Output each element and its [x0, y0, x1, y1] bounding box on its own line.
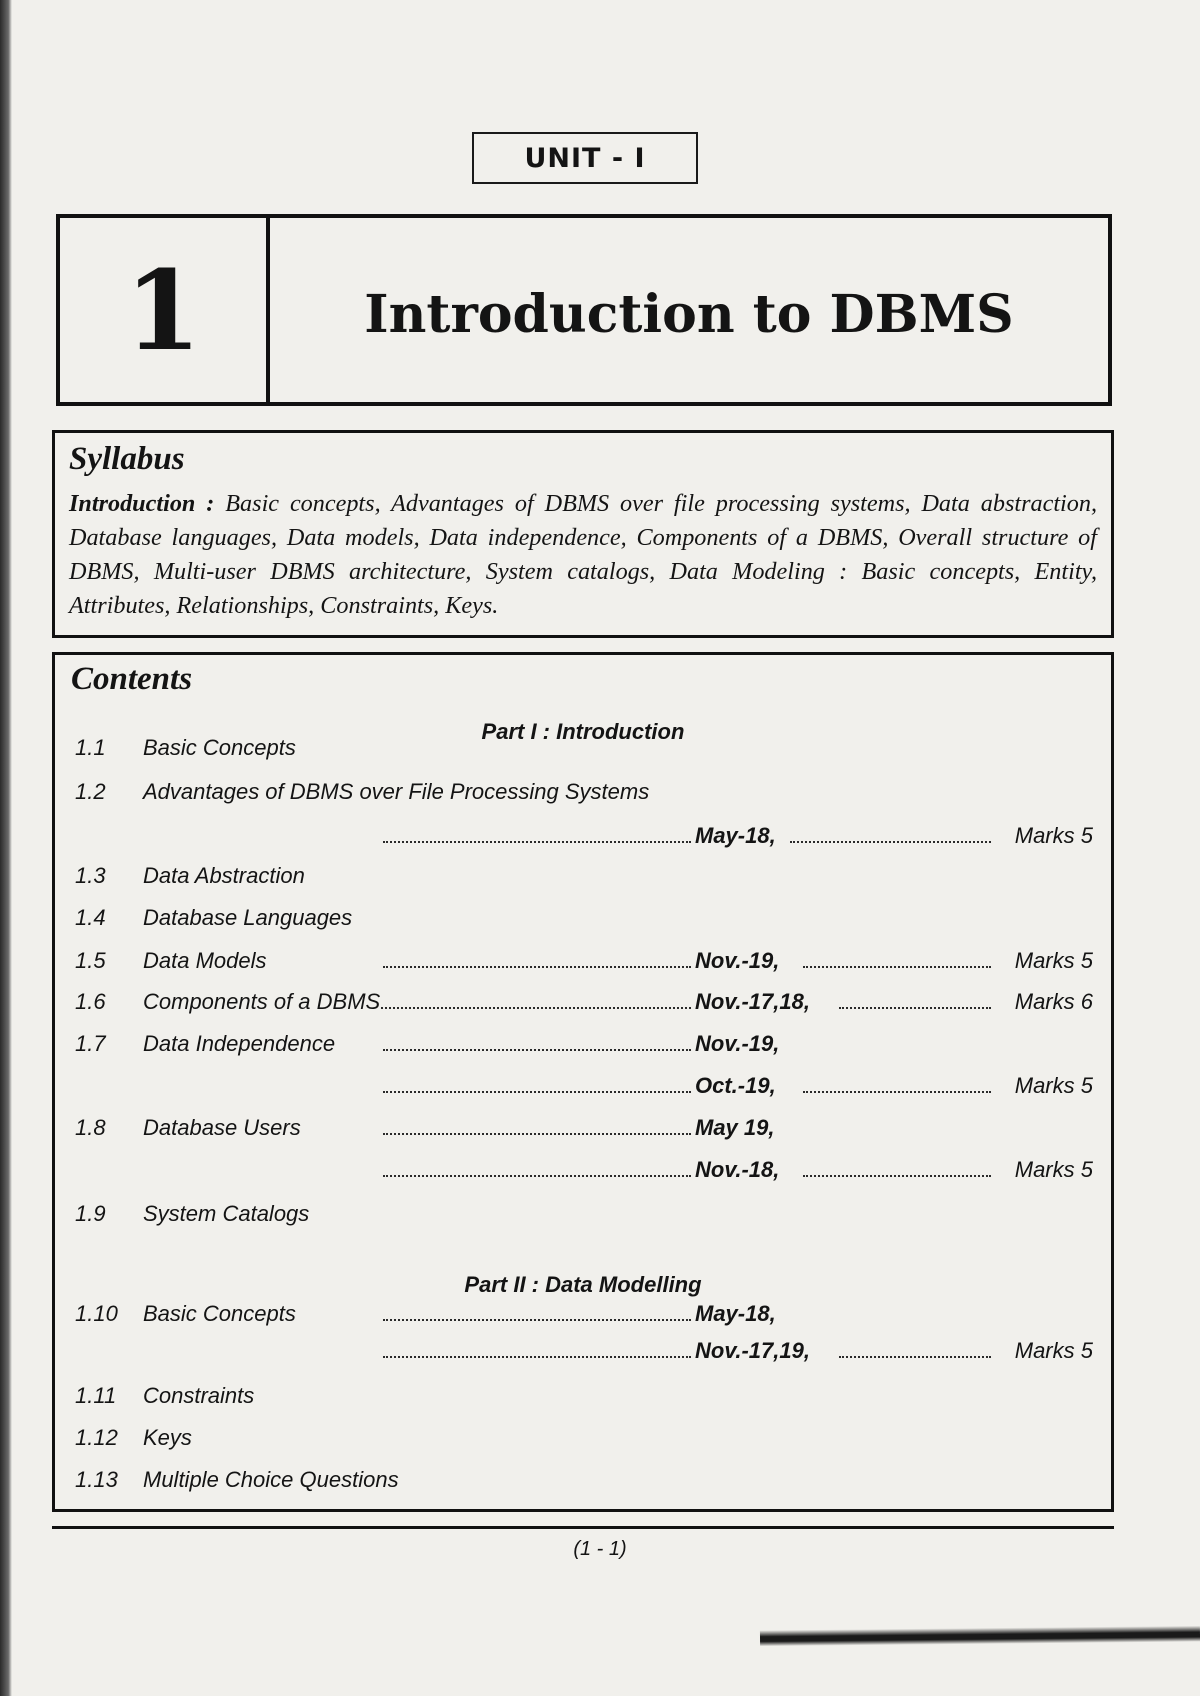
toc-title: Data Abstraction: [143, 863, 305, 888]
syllabus-lead: Introduction :: [69, 490, 215, 518]
toc-leader-dots: [383, 841, 691, 843]
toc-number: 1.5: [75, 948, 106, 973]
page-edge-shadow: [0, 0, 12, 1696]
toc-title: Basic Concepts: [143, 1301, 296, 1326]
toc-number: 1.13: [75, 1467, 118, 1492]
toc-row: [55, 1115, 1111, 1145]
syllabus-heading: Syllabus: [69, 441, 185, 477]
syllabus-text: [69, 487, 1097, 623]
syllabus-box: [52, 430, 1114, 638]
toc-leader-dots: [381, 1007, 691, 1009]
toc-exam-date: Nov.-17,19,: [695, 1338, 810, 1363]
contents-box: [52, 652, 1114, 1512]
toc-row: [55, 735, 1111, 765]
toc-leader-dots: [383, 1175, 691, 1177]
toc-row: [55, 1031, 1111, 1061]
toc-marks: Marks 5: [1014, 948, 1093, 973]
toc-marks: Marks 5: [1014, 1157, 1093, 1182]
toc-number: 1.8: [75, 1115, 106, 1140]
contents-heading: Contents: [71, 661, 193, 697]
toc-exam-date: May-18,: [695, 823, 776, 848]
toc-leader-dots: [383, 1049, 691, 1051]
toc-row: [55, 948, 1111, 978]
toc-row: [55, 1073, 1111, 1103]
toc-row: [55, 1425, 1111, 1455]
toc-exam-date: Nov.-17,18,: [695, 989, 810, 1014]
toc-title: Data Models: [143, 948, 267, 973]
toc-leader-dots: [383, 1356, 691, 1358]
toc-title: Components of a DBMS: [143, 989, 381, 1014]
toc-row: [55, 905, 1111, 935]
toc-number: 1.9: [75, 1201, 106, 1226]
toc-number: 1.12: [75, 1425, 118, 1450]
toc-number: 1.7: [75, 1031, 106, 1056]
bottom-rule: [52, 1526, 1114, 1529]
toc-row: [55, 1301, 1111, 1331]
toc-row: [55, 779, 1111, 809]
toc-number: 1.4: [75, 905, 106, 930]
toc-title: Keys: [143, 1425, 192, 1450]
toc-marks: Marks 6: [1014, 989, 1093, 1014]
toc-row: [55, 1467, 1111, 1497]
chapter-number: 1: [60, 218, 270, 402]
toc-number: 1.6: [75, 989, 106, 1014]
toc-row: [55, 823, 1111, 853]
toc-exam-date: May-18,: [695, 1301, 776, 1326]
toc-number: 1.1: [75, 735, 106, 760]
toc-leader-dots: [803, 1091, 991, 1093]
toc-marks: Marks 5: [1014, 823, 1093, 848]
toc-exam-date: Nov.-19,: [695, 948, 780, 973]
toc-number: 1.2: [75, 779, 106, 804]
toc-title: Multiple Choice Questions: [143, 1467, 399, 1492]
toc-marks: Marks 5: [1014, 1073, 1093, 1098]
toc-leader-dots: [383, 1319, 691, 1321]
toc-title: Constraints: [143, 1383, 255, 1408]
toc-title: Advantages of DBMS over File Processing Systems: [143, 779, 650, 804]
toc-leader-dots: [790, 841, 991, 843]
toc-title: Basic Concepts: [143, 735, 296, 760]
page-number: (1 - 1): [573, 1538, 627, 1560]
toc-exam-date: Nov.-19,: [695, 1031, 780, 1056]
toc-exam-date: May 19,: [695, 1115, 775, 1140]
toc-title: Database Users: [143, 1115, 301, 1140]
toc-title: System Catalogs: [143, 1201, 310, 1226]
toc-leader-dots: [803, 966, 991, 968]
toc-title: Data Independence: [143, 1031, 336, 1056]
toc-exam-date: Oct.-19,: [695, 1073, 776, 1098]
toc-leader-dots: [383, 966, 691, 968]
toc-row: [55, 989, 1111, 1019]
toc-row: [55, 1157, 1111, 1187]
toc-title: Database Languages: [143, 905, 353, 930]
toc-row: [55, 1383, 1111, 1413]
syllabus-body: Basic concepts, Advantages of DBMS over file processing systems, Data abstraction, Database languages, Data models, Data independence, Components of a DBMS, Overall structure of DBMS, Multi-user DBMS architecture, System catalogs, Data Modeling : Basic concepts, Entity, Attributes, Relationships, Constraints, Keys.: [69, 490, 1098, 620]
toc-row: [55, 863, 1111, 893]
toc-row: [55, 1201, 1111, 1231]
part-2-title: Part II : Data Modelling: [464, 1272, 702, 1297]
chapter-title: Introduction to DBMS: [364, 283, 1014, 345]
chapter-header: [56, 214, 1112, 406]
part-1-title: Part I : Introduction: [481, 719, 685, 744]
toc-leader-dots: [839, 1356, 991, 1358]
toc-leader-dots: [839, 1007, 991, 1009]
toc-number: 1.3: [75, 863, 106, 888]
toc-number: 1.10: [75, 1301, 118, 1326]
toc-leader-dots: [803, 1175, 991, 1177]
toc-leader-dots: [383, 1091, 691, 1093]
toc-exam-date: Nov.-18,: [695, 1157, 780, 1182]
toc-marks: Marks 5: [1014, 1338, 1093, 1363]
toc-leader-dots: [383, 1133, 691, 1135]
page-bottom-shadow: [760, 1626, 1200, 1647]
unit-label: UNIT - I: [472, 132, 698, 184]
toc-number: 1.11: [75, 1383, 117, 1408]
toc-row: [55, 1338, 1111, 1368]
